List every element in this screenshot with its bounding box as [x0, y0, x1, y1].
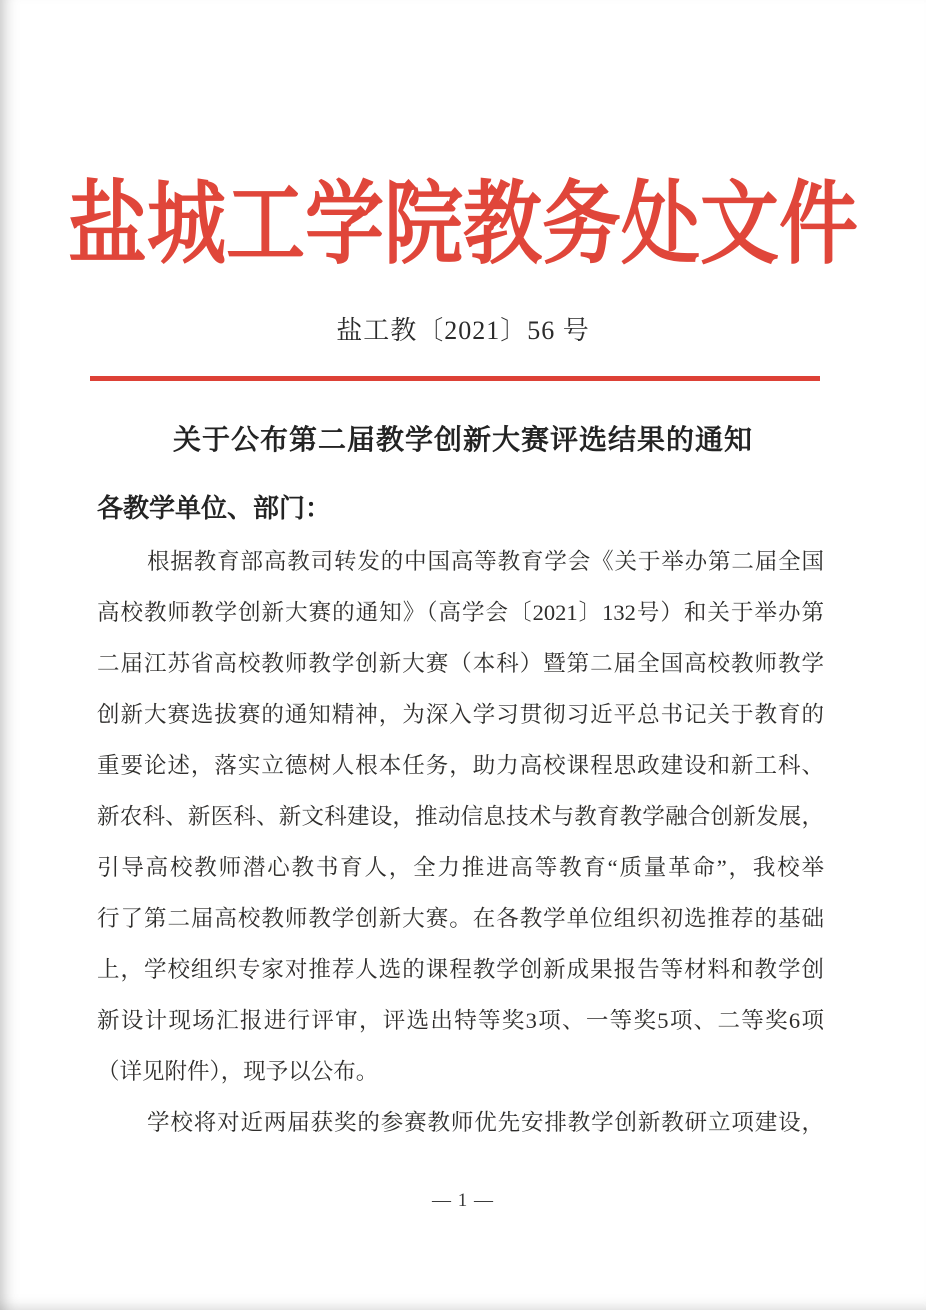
- page-number: — 1 —: [432, 1190, 494, 1211]
- body-line: 行了第二届高校教师教学创新大赛。在各教学单位组织初选推荐的基础: [97, 906, 824, 931]
- body-line: 根据教育部高教司转发的中国高等教育学会《关于举办第二届全国: [147, 549, 824, 574]
- body-line: 二届江苏省高校教师教学创新大赛（本科）暨第二届全国高校教师教学: [97, 651, 824, 676]
- body-line: 新农科、新医科、新文科建设，推动信息技术与教育教学融合创新发展，: [97, 804, 824, 829]
- body-line: 高校教师教学创新大赛的通知》（高学会〔2021〕132号）和关于举办第: [97, 600, 824, 625]
- body-text-block: [97, 536, 824, 1148]
- salutation-line: 各教学单位、部门：: [97, 494, 332, 523]
- body-line: 上，学校组织专家对推荐人选的课程教学创新成果报告等材料和教学创: [97, 957, 824, 982]
- notice-title: 关于公布第二届教学创新大赛评选结果的通知: [172, 425, 753, 456]
- body-line: 创新大赛选拔赛的通知精神，为深入学习贯彻习近平总书记关于教育的: [97, 702, 824, 727]
- body-line: （详见附件），现予以公布。: [97, 1059, 379, 1084]
- body-line: 学校将对近两届获奖的参赛教师优先安排教学创新教研立项建设，: [147, 1110, 824, 1135]
- red-divider-rule: [90, 376, 820, 381]
- document-number: 盐工教〔2021〕56 号: [336, 316, 590, 345]
- body-line: 新设计现场汇报进行评审，评选出特等奖3项、一等奖5项、二等奖6项: [97, 1008, 824, 1033]
- body-line: 重要论述，落实立德树人根本任务，助力高校课程思政建设和新工科、: [97, 753, 824, 778]
- body-line: 引导高校教师潜心教书育人，全力推进高等教育“质量革命”，我校举: [97, 855, 824, 880]
- red-header-org-title: 盐城工学院教务处文件: [68, 176, 858, 276]
